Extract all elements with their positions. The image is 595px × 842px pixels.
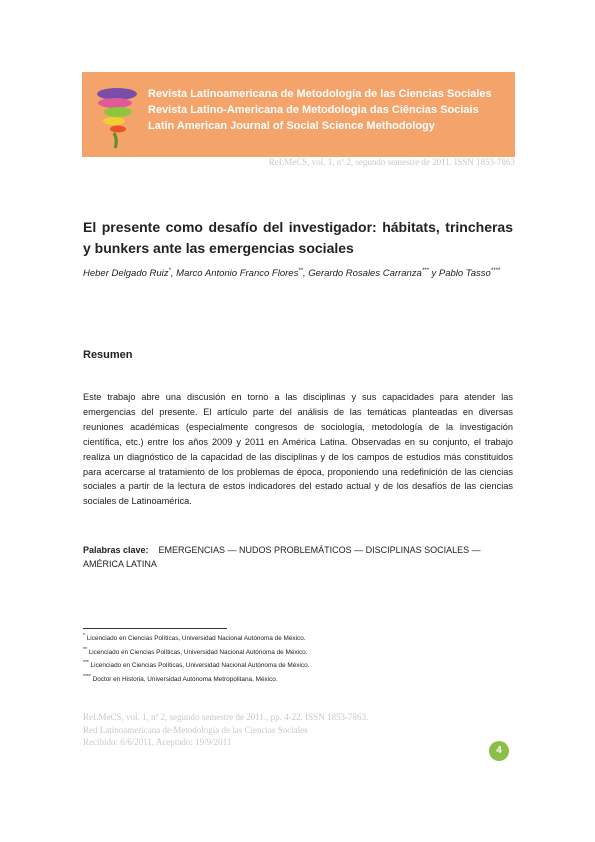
footnote-mark: **** (83, 673, 91, 680)
citation-line: ReLMeCS, vol. 1, nº 2, segundo semestre de 2011., pp. 4-22. ISSN 1853-7863. (83, 712, 369, 722)
footnote (83, 632, 513, 646)
author-name: Pablo Tasso (438, 268, 491, 279)
article-title: El presente como desafío del investigador: hábitats, trincheras y bunkers ante las emergencias sociales (83, 219, 513, 256)
journal-banner (82, 72, 515, 157)
author-separator: , (170, 268, 177, 279)
banner-line-en: Latin American Journal of Social Science Methodology (148, 120, 435, 132)
footnote (83, 646, 513, 660)
footnote-text: Licenciado en Ciencias Políticas, Universidad Nacional Autónoma de México. (90, 662, 310, 669)
footnote-mark: ** (83, 646, 87, 653)
page-number-badge: 4 (489, 741, 509, 761)
abstract-heading: Resumen (83, 349, 133, 361)
banner-line-pt: Revista Latino-Americana de Metodologia das Ciências Sociais (148, 104, 479, 116)
author-list (83, 266, 513, 282)
footnotes (83, 632, 513, 686)
author-mark: *** (421, 267, 429, 274)
citation-block (83, 711, 483, 749)
author-mark: **** (490, 267, 501, 274)
footnote-text: Doctor en Historia, Universidad Autónoma Metropolitana, México. (92, 675, 278, 683)
author-mark: * (168, 267, 171, 274)
keywords-label: Palabras clave: (83, 545, 149, 555)
footnote-text: Licenciado en Ciencias Políticas, Universidad Nacional Autónoma de México. (88, 648, 308, 656)
footnote (83, 659, 513, 673)
footnote-text: Licenciado en Ciencias Políticas, Universidad Nacional Autónoma de México. (86, 635, 306, 642)
banner-line-es: Revista Latinoamericana de Metodología de las Ciencias Sociales (148, 88, 492, 100)
author-mark: ** (298, 267, 303, 274)
journal-logo (88, 78, 146, 152)
author-name: Heber Delgado Ruiz (83, 268, 169, 279)
footnote (83, 673, 513, 687)
author-name: Marco Antonio Franco Flores (176, 268, 299, 279)
citation-line: Red Latinoamericana de Metodología de las Ciencias Sociales (83, 724, 308, 735)
banner-titles (148, 86, 507, 134)
footnote-mark: * (83, 632, 85, 639)
footnote-divider (83, 628, 227, 629)
abstract-text: Este trabajo abre una discusión en torno a las disciplinas y sus capacidades para atender las emergencias del presente. El artículo parte del análisis de las temáticas planteadas en diversas reuniones académicas (especialmente congresos de sociología, metodología de la investigación científica, etc.) entre los años 2009 y 2011 en América Latina. Observadas en su conjunto, el trabajo realiza un diagnóstico de la capacidad de las disciplinas y de los campos de estudios más constituidos para acercarse al tratamiento de los problemas de época, proponiendo una redefinición de las ciencias sociales a partir de la lectura de estos indicadores del estado actual y de los desafíos de las ciencias sociales de Latinoamérica. (83, 392, 513, 507)
author-separator: , (303, 268, 309, 279)
author-name: Gerardo Rosales Carranza (308, 268, 422, 279)
citation-line: Recibido: 6/6/2011, Aceptado: 19/9/2011 (83, 737, 232, 747)
author-separator: y (428, 268, 439, 279)
footnote-mark: *** (83, 659, 89, 666)
header-reference: ReLMeCS, vol. 1, nº 2, segundo semestre de 2011. ISSN 1853-7863 (268, 157, 515, 167)
keywords (83, 543, 513, 571)
keywords-list: EMERGENCIAS — NUDOS PROBLEMÁTICOS — DISCIPLINAS SOCIALES — AMÉRICA LATINA (83, 545, 481, 569)
